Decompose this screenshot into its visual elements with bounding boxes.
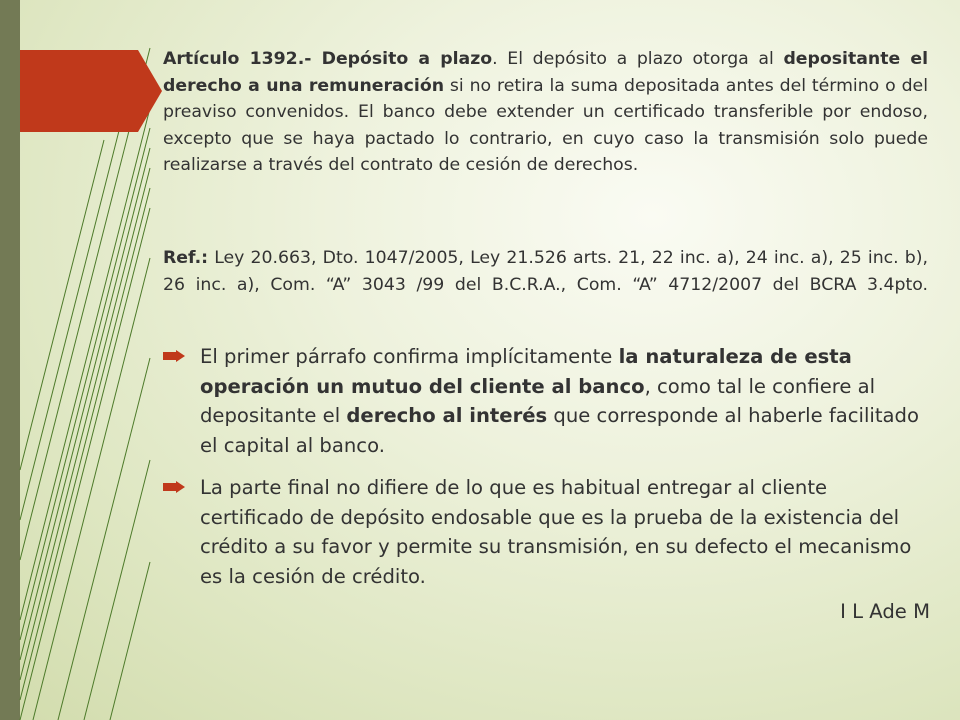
bullet-list [163,342,933,604]
article-reference [163,245,928,298]
arrow-bullet-icon [163,481,185,493]
article-p1-b: si no retira la suma depositada antes del término o del preaviso convenidos. El banco debe extender un certificado transferible por endoso, excepto que se haya pactado lo contrario, en cuyo caso la transmisión solo puede realizarse a través del contrato de cesión de derechos. [163,75,928,175]
bullet-2-text: La parte final no difiere de lo que es habitual entregar al cliente certificado de depósito endosable que es la prueba de la existencia del crédito a su favor y permite su transmisión, en su defecto el mecanismo es la cesión de crédito. [200,476,912,588]
bullet-1-text-2: , como tal le confiere al depositante el [200,374,876,427]
decorative-stripes [0,0,170,720]
list-item [163,473,933,591]
arrow-bullet-icon [163,350,185,362]
list-item [163,342,933,460]
reference-text: Ley 20.663, Dto. 1047/2005, Ley 21.526 arts. 21, 22 inc. a), 24 inc. a), 25 inc. b), 26 inc. a), Com. “A” 3043 /99 del B.C.R.A., Com. “A” 4712/2007 del BCRA 3.4pto. [163,248,928,295]
bullet-1-text-3: que corresponde al haberle facilitado el capital al banco. [200,404,919,457]
reference-label: Ref.: [163,248,209,268]
article-heading: Artículo 1392.- Depósito a plazo [163,49,493,69]
article-p1-bold: depositante el derecho a una remuneración [163,49,928,96]
article-text [163,46,928,179]
bullet-1-bold-2: derecho al interés [346,404,548,427]
bullet-1-bold-1: la naturaleza de esta operación un mutuo del cliente al banco [200,345,852,398]
author-signature: I L Ade M [840,600,930,623]
accent-arrow-shape [20,50,162,132]
bullet-1-text-1: El primer párrafo confirma implícitamente [200,345,619,368]
article-p1-a: . El depósito a plazo otorga al [492,49,784,69]
